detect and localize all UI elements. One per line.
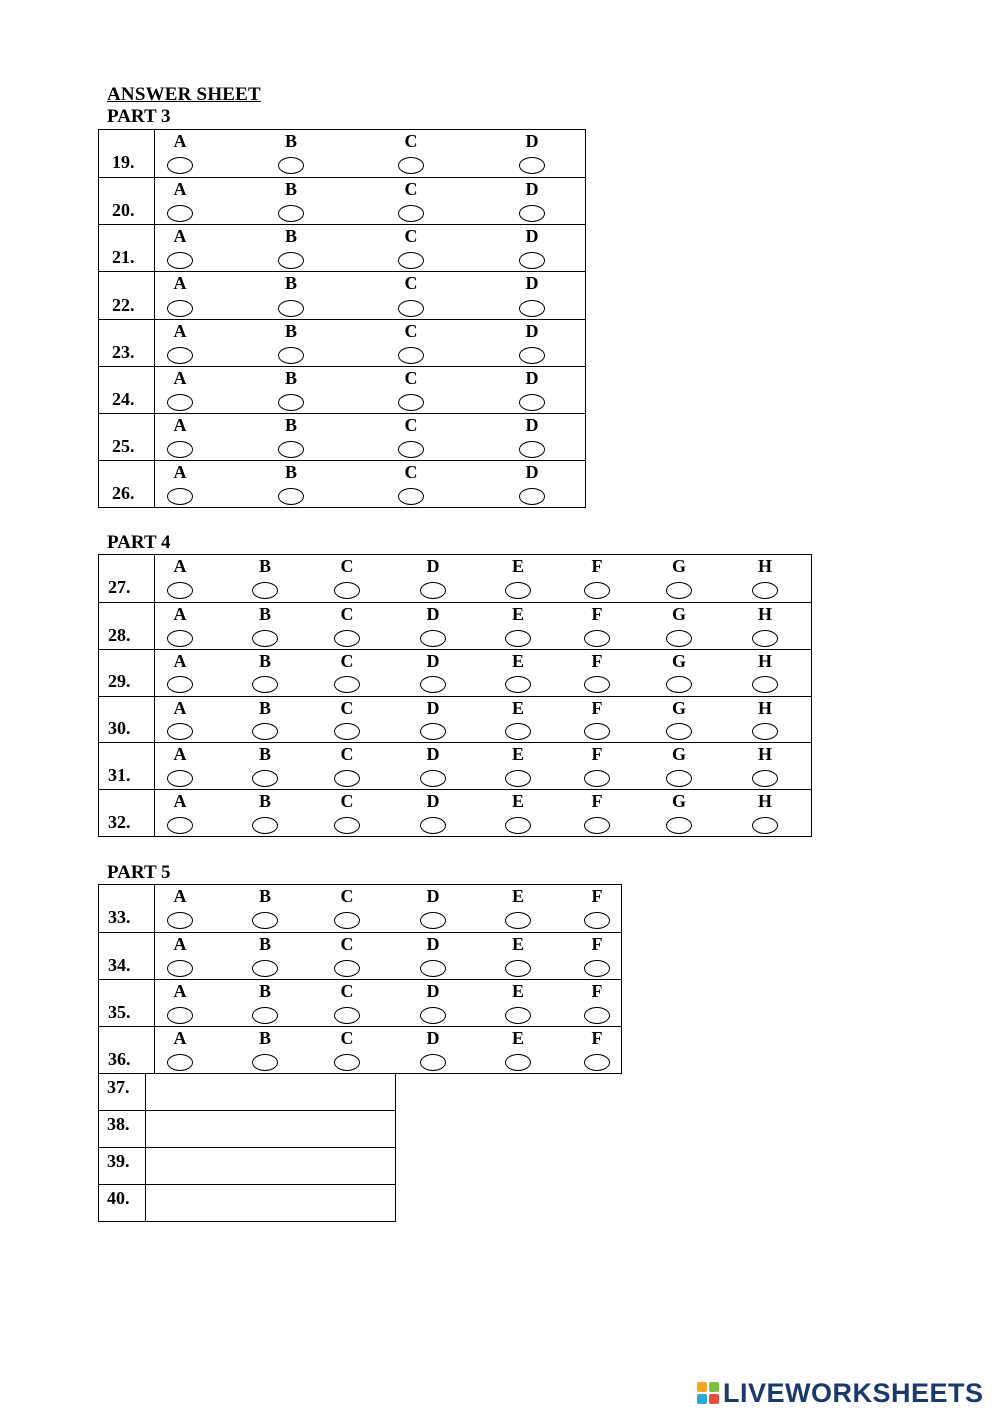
question-row [99,413,585,460]
answer-bubble-c[interactable] [334,770,360,787]
option-letter-b: B [258,1028,272,1048]
question-row [99,130,585,177]
option-letter-c: C [340,934,354,954]
option-letter-a: A [173,744,187,765]
answer-bubble-c[interactable] [334,960,360,977]
answer-bubble-h[interactable] [752,582,778,599]
part-3-answer-grid [98,129,586,508]
part-5-label: PART 5 [107,862,171,883]
question-number: 30. [108,718,131,739]
answer-bubble-a[interactable] [167,1007,193,1024]
answer-bubble-c[interactable] [398,441,424,458]
option-letter-d: D [525,320,539,341]
option-letter-c: C [340,556,354,576]
answer-bubble-f[interactable] [584,1007,610,1024]
option-letter-d: D [525,367,539,388]
question-row [99,696,811,743]
answer-bubble-c[interactable] [334,630,360,647]
answer-bubble-d[interactable] [519,441,545,458]
answer-bubble-d[interactable] [420,770,446,787]
answer-bubble-h[interactable] [752,770,778,787]
answer-bubble-a[interactable] [167,252,193,269]
answer-bubble-b[interactable] [278,300,304,317]
answer-bubble-f[interactable] [584,770,610,787]
answer-bubble-e[interactable] [505,912,531,929]
answer-bubble-g[interactable] [666,723,692,740]
option-letter-a: A [173,886,187,906]
question-row [99,932,621,979]
answer-bubble-h[interactable] [752,723,778,740]
answer-bubble-e[interactable] [505,960,531,977]
answer-bubble-b[interactable] [252,1007,278,1024]
option-letter-c: C [340,981,354,1001]
option-letter-e: E [511,650,525,671]
option-letter-b: B [284,367,298,388]
answer-bubble-h[interactable] [752,676,778,693]
option-letter-h: H [757,556,773,576]
option-letter-c: C [340,1028,354,1048]
written-answer-table [98,1073,396,1222]
answer-bubble-d[interactable] [420,676,446,693]
question-number: 29. [108,671,131,692]
answer-bubble-d[interactable] [420,912,446,929]
answer-bubble-f[interactable] [584,1054,610,1071]
option-letter-d: D [426,791,440,812]
part-4-answer-grid [98,554,812,837]
option-letter-f: F [591,697,603,718]
question-number: 36. [108,1049,131,1069]
question-row [99,649,811,696]
answer-bubble-d[interactable] [519,488,545,505]
option-letter-d: D [525,179,539,200]
answer-bubble-d[interactable] [519,300,545,317]
option-letter-a: A [173,556,187,576]
option-letter-c: C [340,791,354,812]
answer-bubble-b[interactable] [252,1054,278,1071]
answer-bubble-d[interactable] [420,1007,446,1024]
question-row [99,177,585,224]
answer-bubble-b[interactable] [278,488,304,505]
answer-bubble-c[interactable] [398,252,424,269]
option-letter-e: E [511,1028,525,1048]
option-letter-c: C [404,414,418,435]
question-row [99,555,811,602]
answer-bubble-f[interactable] [584,817,610,834]
option-letter-a: A [173,320,187,341]
answer-bubble-a[interactable] [167,630,193,647]
answer-bubble-e[interactable] [505,817,531,834]
option-letter-g: G [671,603,687,624]
answer-bubble-f[interactable] [584,960,610,977]
answer-bubble-b[interactable] [278,252,304,269]
option-letter-e: E [511,603,525,624]
answer-bubble-e[interactable] [505,630,531,647]
answer-bubble-b[interactable] [252,912,278,929]
option-letter-c: C [340,744,354,765]
answer-bubble-b[interactable] [252,960,278,977]
answer-bubble-b[interactable] [278,157,304,174]
option-letter-d: D [426,744,440,765]
option-letter-a: A [173,791,187,812]
answer-bubble-c[interactable] [398,157,424,174]
option-letter-g: G [671,744,687,765]
answer-bubble-f[interactable] [584,723,610,740]
answer-bubble-b[interactable] [252,630,278,647]
option-letter-c: C [404,367,418,388]
written-answer-field[interactable] [146,1074,396,1111]
answer-bubble-e[interactable] [505,676,531,693]
question-number: 24. [112,388,135,409]
answer-bubble-d[interactable] [519,205,545,222]
answer-bubble-c[interactable] [398,300,424,317]
answer-bubble-c[interactable] [398,205,424,222]
answer-bubble-g[interactable] [666,676,692,693]
option-letter-b: B [284,461,298,482]
answer-bubble-a[interactable] [167,441,193,458]
option-letter-c: C [340,650,354,671]
question-number: 23. [112,341,135,362]
question-row [99,271,585,318]
answer-bubble-a[interactable] [167,300,193,317]
option-letter-b: B [284,273,298,294]
question-number: 25. [112,435,135,456]
option-letter-f: F [591,744,603,765]
answer-bubble-c[interactable] [398,347,424,364]
answer-bubble-f[interactable] [584,582,610,599]
option-letter-b: B [258,791,272,812]
answer-bubble-d[interactable] [519,252,545,269]
option-letter-f: F [591,934,603,954]
option-letter-f: F [591,981,603,1001]
option-letter-h: H [757,697,773,718]
option-letter-a: A [173,273,187,294]
question-number: 21. [112,247,135,268]
option-letter-g: G [671,791,687,812]
option-letter-c: C [404,179,418,200]
answer-bubble-f[interactable] [584,630,610,647]
answer-bubble-b[interactable] [278,441,304,458]
answer-bubble-h[interactable] [752,817,778,834]
liveworksheets-logo [697,1378,984,1408]
written-answer-row [99,1185,396,1222]
answer-bubble-d[interactable] [420,582,446,599]
question-number: 34. [108,955,131,975]
answer-bubble-a[interactable] [167,723,193,740]
written-answer-row [99,1111,396,1148]
option-letter-d: D [426,934,440,954]
option-letter-d: D [426,886,440,906]
answer-bubble-c[interactable] [334,912,360,929]
option-letter-h: H [757,744,773,765]
answer-bubble-d[interactable] [519,157,545,174]
question-row [99,366,585,413]
option-letter-b: B [258,697,272,718]
option-letter-e: E [511,934,525,954]
question-number: 31. [108,765,131,786]
option-letter-g: G [671,556,687,576]
option-letter-a: A [173,179,187,200]
logo-square-2 [709,1382,719,1392]
answer-bubble-f[interactable] [584,676,610,693]
option-letter-a: A [173,367,187,388]
answer-bubble-c[interactable] [334,723,360,740]
option-letter-b: B [258,650,272,671]
answer-bubble-e[interactable] [505,770,531,787]
option-letter-b: B [258,981,272,1001]
answer-bubble-c[interactable] [398,488,424,505]
answer-sheet-title: ANSWER SHEET [107,84,261,105]
question-number: 27. [108,576,131,597]
answer-bubble-c[interactable] [334,676,360,693]
answer-bubble-a[interactable] [167,157,193,174]
answer-bubble-a[interactable] [167,1054,193,1071]
answer-bubble-f[interactable] [584,912,610,929]
written-answer-row [99,1074,396,1111]
question-number: 40. [99,1185,146,1222]
question-number: 26. [112,483,135,503]
option-letter-c: C [340,603,354,624]
answer-bubble-a[interactable] [167,394,193,411]
answer-bubble-c[interactable] [334,1007,360,1024]
option-letter-a: A [173,981,187,1001]
option-letter-f: F [591,556,603,576]
answer-bubble-h[interactable] [752,630,778,647]
question-number: 22. [112,294,135,315]
answer-bubble-a[interactable] [167,817,193,834]
option-letter-c: C [404,226,418,247]
option-letter-e: E [511,744,525,765]
option-letter-d: D [426,650,440,671]
option-letter-e: E [511,697,525,718]
answer-bubble-b[interactable] [278,347,304,364]
option-letter-c: C [404,320,418,341]
option-letter-d: D [525,273,539,294]
option-letter-a: A [173,1028,187,1048]
question-row [99,789,811,836]
option-letter-e: E [511,791,525,812]
question-row [99,885,621,932]
question-number: 33. [108,907,131,927]
option-letter-a: A [173,131,187,151]
answer-bubble-e[interactable] [505,1054,531,1071]
option-letter-b: B [258,934,272,954]
option-letter-h: H [757,603,773,624]
option-letter-d: D [525,461,539,482]
answer-bubble-b[interactable] [252,817,278,834]
question-number: 39. [99,1148,146,1185]
answer-bubble-b[interactable] [252,582,278,599]
option-letter-b: B [284,226,298,247]
answer-bubble-e[interactable] [505,723,531,740]
answer-bubble-a[interactable] [167,912,193,929]
answer-bubble-b[interactable] [278,394,304,411]
option-letter-f: F [591,603,603,624]
answer-bubble-e[interactable] [505,582,531,599]
question-row [99,979,621,1026]
question-row [99,224,585,271]
part-3-label: PART 3 [107,106,171,127]
option-letter-b: B [284,320,298,341]
option-letter-a: A [173,414,187,435]
option-letter-g: G [671,697,687,718]
written-answer-row [99,1148,396,1185]
answer-bubble-d[interactable] [519,394,545,411]
answer-bubble-g[interactable] [666,817,692,834]
written-answer-field[interactable] [146,1111,396,1148]
written-answer-field[interactable] [146,1148,396,1185]
answer-bubble-a[interactable] [167,676,193,693]
logo-square-4 [709,1394,719,1404]
option-letter-a: A [173,934,187,954]
option-letter-a: A [173,461,187,482]
option-letter-b: B [284,131,298,151]
option-letter-f: F [591,650,603,671]
option-letter-d: D [426,981,440,1001]
answer-bubble-a[interactable] [167,347,193,364]
option-letter-g: G [671,650,687,671]
option-letter-b: B [284,414,298,435]
written-answer-field[interactable] [146,1185,396,1222]
part-4-label: PART 4 [107,532,171,553]
option-letter-a: A [173,226,187,247]
option-letter-a: A [173,697,187,718]
answer-bubble-d[interactable] [420,630,446,647]
option-letter-b: B [258,556,272,576]
logo-square-3 [697,1394,707,1404]
answer-bubble-a[interactable] [167,770,193,787]
option-letter-c: C [340,886,354,906]
question-number: 32. [108,811,131,832]
option-letter-c: C [340,697,354,718]
answer-bubble-a[interactable] [167,488,193,505]
option-letter-d: D [525,131,539,151]
question-row [99,1026,621,1073]
question-number: 38. [99,1111,146,1148]
question-row [99,460,585,507]
option-letter-d: D [525,226,539,247]
answer-bubble-a[interactable] [167,205,193,222]
option-letter-d: D [525,414,539,435]
answer-bubble-c[interactable] [334,817,360,834]
part-5-answer-grid [98,884,622,1074]
answer-bubble-c[interactable] [398,394,424,411]
answer-bubble-b[interactable] [278,205,304,222]
option-letter-e: E [511,981,525,1001]
answer-bubble-c[interactable] [334,582,360,599]
answer-bubble-g[interactable] [666,770,692,787]
answer-bubble-d[interactable] [420,960,446,977]
answer-bubble-g[interactable] [666,582,692,599]
option-letter-d: D [426,1028,440,1048]
answer-bubble-a[interactable] [167,960,193,977]
answer-bubble-c[interactable] [334,1054,360,1071]
answer-bubble-b[interactable] [252,770,278,787]
question-row [99,602,811,649]
question-number: 20. [112,200,135,221]
option-letter-f: F [591,886,603,906]
logo-icon [697,1382,719,1404]
option-letter-d: D [426,556,440,576]
option-letter-h: H [757,791,773,812]
option-letter-f: F [591,791,603,812]
option-letter-e: E [511,886,525,906]
option-letter-d: D [426,697,440,718]
option-letter-e: E [511,556,525,576]
answer-bubble-d[interactable] [420,817,446,834]
answer-bubble-g[interactable] [666,630,692,647]
brand-name: LIVEWORKSHEETS [723,1378,984,1408]
option-letter-b: B [258,886,272,906]
option-letter-f: F [591,1028,603,1048]
question-number: 35. [108,1002,131,1022]
option-letter-a: A [173,650,187,671]
option-letter-b: B [258,603,272,624]
option-letter-b: B [284,179,298,200]
answer-bubble-b[interactable] [252,676,278,693]
answer-bubble-d[interactable] [420,723,446,740]
option-letter-h: H [757,650,773,671]
answer-bubble-e[interactable] [505,1007,531,1024]
option-letter-c: C [404,131,418,151]
answer-bubble-d[interactable] [519,347,545,364]
question-row [99,319,585,366]
option-letter-c: C [404,273,418,294]
logo-square-1 [697,1382,707,1392]
question-row [99,742,811,789]
option-letter-b: B [258,744,272,765]
option-letter-a: A [173,603,187,624]
answer-bubble-b[interactable] [252,723,278,740]
question-number: 28. [108,624,131,645]
answer-bubble-d[interactable] [420,1054,446,1071]
question-number: 19. [112,152,135,173]
answer-bubble-a[interactable] [167,582,193,599]
option-letter-d: D [426,603,440,624]
option-letter-c: C [404,461,418,482]
question-number: 37. [99,1074,146,1111]
